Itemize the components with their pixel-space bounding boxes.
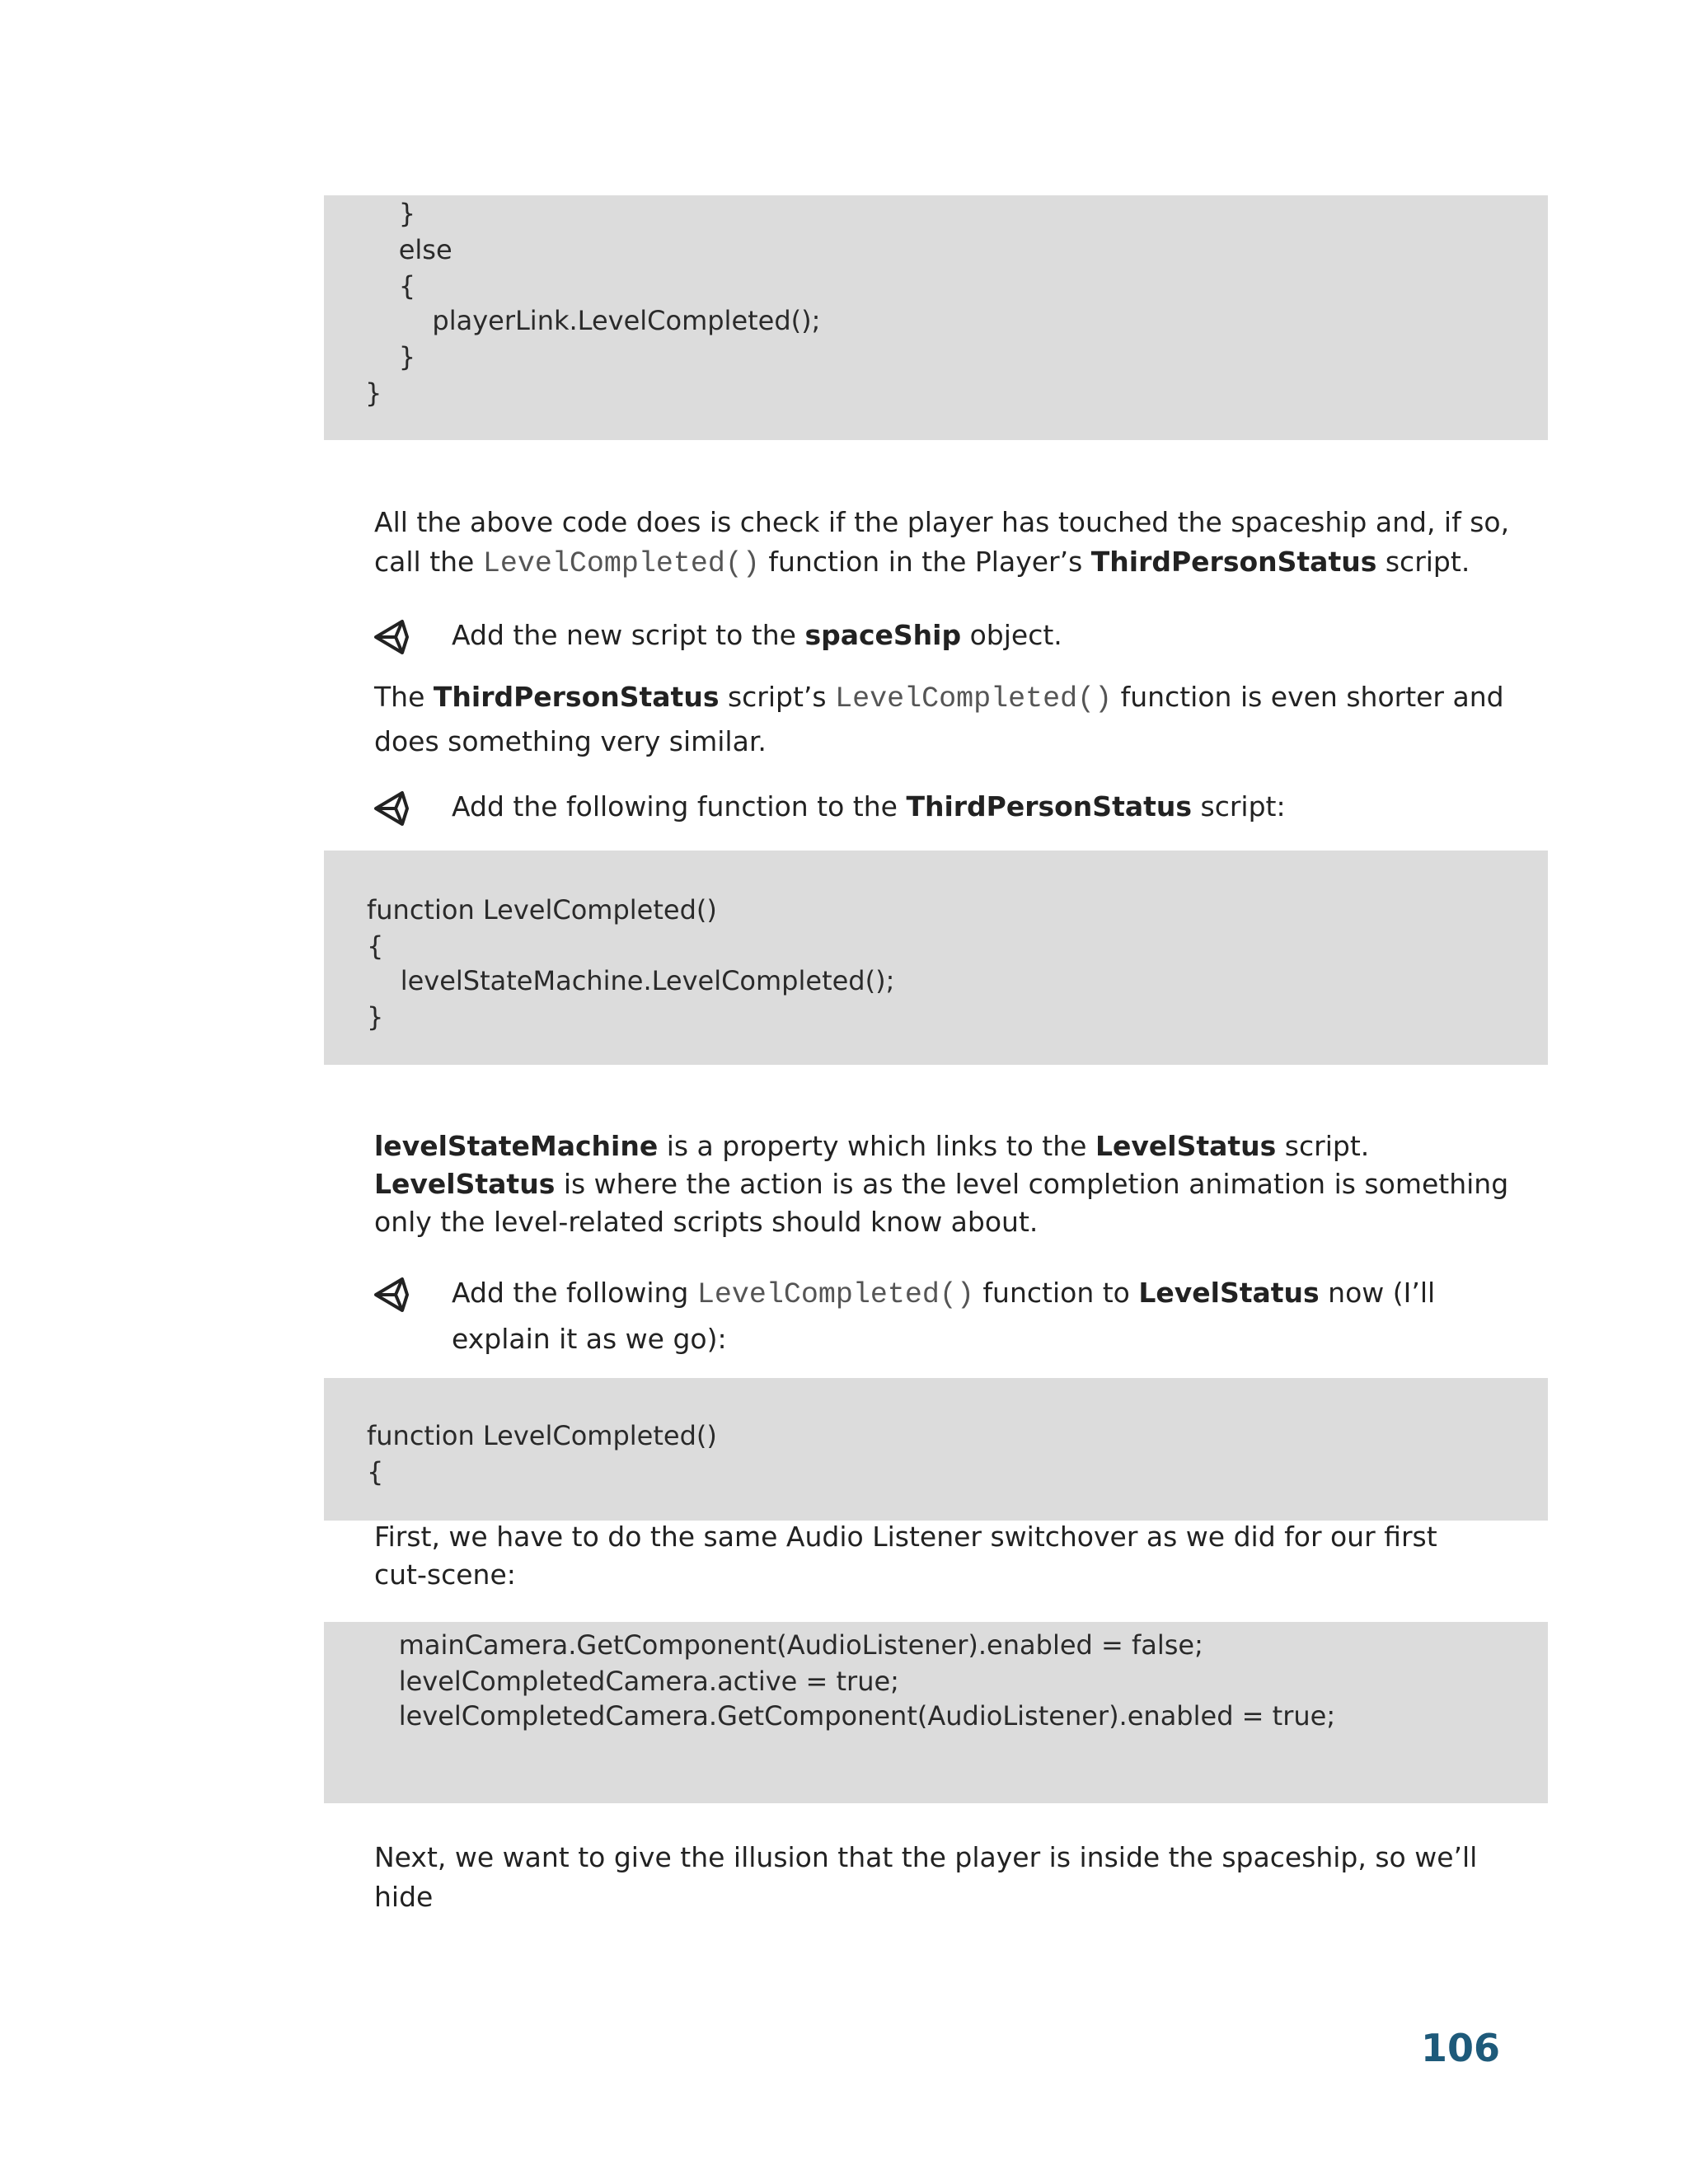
body-paragraph: Next, we want to give the illusion that the player is inside the spaceship, so we’ll hide	[374, 1841, 1478, 1913]
inline-code: LevelCompleted()	[835, 682, 1113, 715]
code-line: function LevelCompleted()	[367, 894, 717, 926]
inline-code: LevelCompleted()	[482, 547, 760, 580]
code-line: }	[365, 341, 416, 373]
code-block	[324, 195, 1548, 440]
step-instruction: Add the following LevelCompleted() function to LevelStatus now (I’ll explain it as we go):	[452, 1277, 1436, 1355]
unity-logo-icon	[373, 1276, 410, 1314]
code-line: levelCompletedCamera.active = true;	[365, 1666, 899, 1697]
code-line: function LevelCompleted()	[367, 1420, 717, 1451]
code-line: {	[367, 930, 384, 962]
code-block	[324, 1622, 1548, 1803]
step-instruction: Add the following function to the ThirdPersonStatus script:	[452, 790, 1286, 823]
body-paragraph: All the above code does is check if the player has touched the spaceship and, if so, call the LevelCompleted() function in the Player’s ThirdPersonStatus script.	[374, 506, 1510, 580]
code-line: }	[365, 198, 416, 229]
unity-logo-icon	[373, 790, 410, 827]
body-paragraph: First, we have to do the same Audio Listener switchover as we did for our first cut-scene:	[374, 1521, 1437, 1591]
code-line: }	[367, 1001, 384, 1033]
code-line: else	[365, 234, 452, 265]
step-instruction: Add the new script to the spaceShip object.	[452, 619, 1062, 651]
body-paragraph: The ThirdPersonStatus script’s LevelCompleted() function is even shorter and does something very similar.	[374, 681, 1504, 757]
code-block	[324, 1378, 1548, 1521]
body-paragraph: levelStateMachine is a property which links to the LevelStatus script. LevelStatus is where the action is as the level completion animation is something only the level-related scripts should know about.	[374, 1130, 1509, 1238]
code-line: playerLink.LevelCompleted();	[365, 305, 821, 336]
code-line: {	[367, 1456, 384, 1488]
code-line: levelCompletedCamera.GetComponent(AudioListener).enabled = true;	[365, 1700, 1336, 1732]
code-line: }	[365, 377, 382, 409]
unity-logo-icon	[373, 618, 410, 656]
code-block	[324, 851, 1548, 1065]
code-line: levelStateMachine.LevelCompleted();	[367, 965, 895, 996]
page-number: 106	[1420, 2026, 1500, 2070]
code-line: mainCamera.GetComponent(AudioListener).enabled = false;	[365, 1629, 1203, 1661]
code-line: {	[365, 270, 416, 302]
inline-code: LevelCompleted()	[696, 1278, 974, 1311]
